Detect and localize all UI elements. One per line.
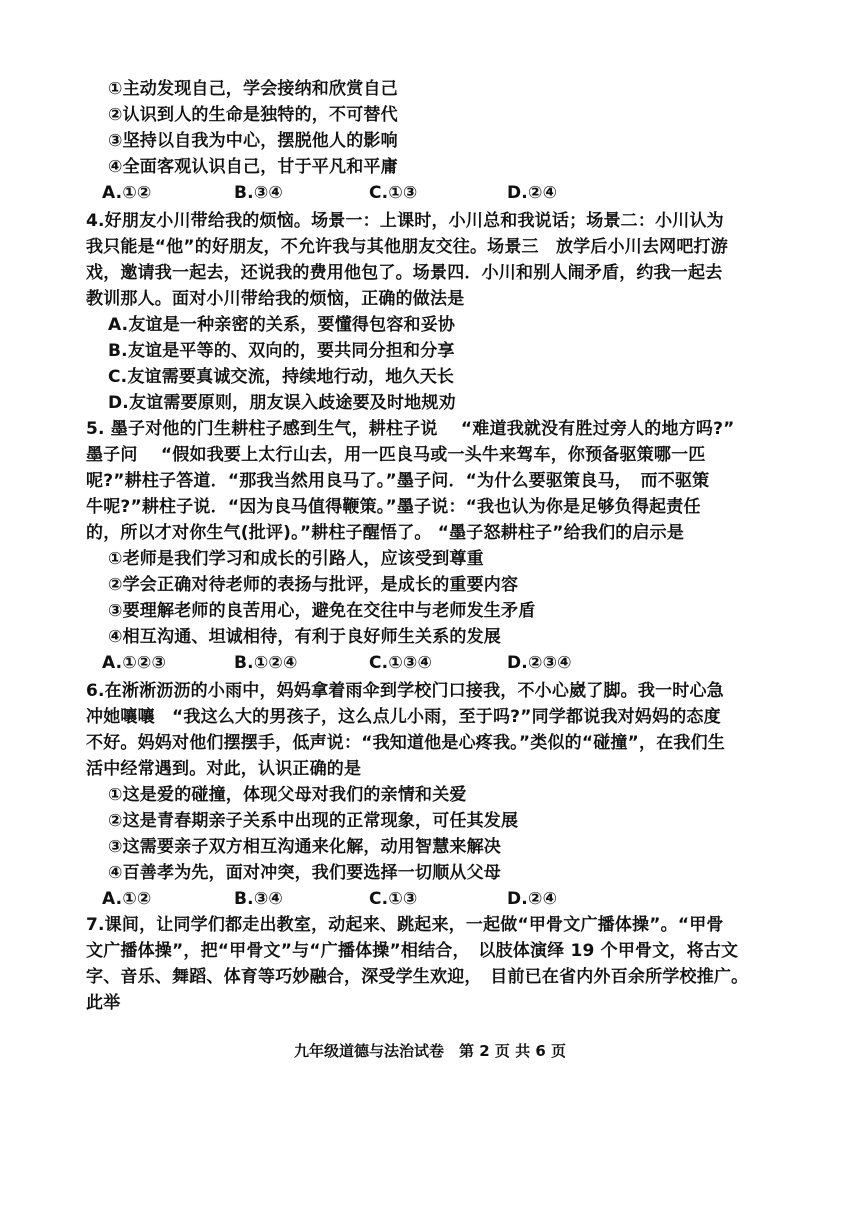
q5-option-4: ④相互沟通、坦诚相待，有利于良好师生关系的发展 <box>108 627 501 647</box>
q5-option-2: ②学会正确对待老师的表扬与批评，是成长的重要内容 <box>108 575 519 595</box>
q6-choice-c: C.①③ <box>369 889 418 909</box>
q3-choice-b: B.③④ <box>234 183 284 203</box>
q3-option-2: ②认识到人的生命是独特的，不可替代 <box>108 105 398 125</box>
q6-stem-line: 6.在淅淅沥沥的小雨中，妈妈拿着雨伞到学校门口接我，不小心崴了脚。我一时心急 <box>86 681 724 701</box>
q3-option-3: ③坚持以自我为中心，摆脱他人的影响 <box>108 131 398 151</box>
q5-option-1: ①老师是我们学习和成长的引路人，应该受到尊重 <box>108 549 484 569</box>
page-footer: 九年级道德与法治试卷 第 2 页 共 6 页 <box>294 1042 566 1060</box>
q6-stem-line: 活中经常遇到。对此，认识正确的是 <box>86 759 362 779</box>
q3-option-4: ④全面客观认识自己，甘于平凡和平庸 <box>108 157 398 177</box>
q4-stem-line: 教训那人。面对小川带给我的烦恼，正确的做法是 <box>86 289 465 309</box>
q5-option-3: ③要理解老师的良苦用心，避免在交往中与老师发生矛盾 <box>108 601 536 621</box>
q7-stem-line: 此举 <box>86 993 121 1013</box>
q6-option-4: ④百善孝为先，面对冲突，我们要选择一切顺从父母 <box>108 863 501 883</box>
q5-choice-b: B.①②④ <box>234 653 298 673</box>
q5-stem-line: 5. 墨子对他的门生耕柱子感到生气，耕柱子说 “难道我就没有胜过旁人的地方吗?” <box>86 419 735 439</box>
q5-choice-d: D.②③④ <box>507 653 572 673</box>
q4-stem-line: 我只能是“他”的好朋友，不允许我与其他朋友交往。场景三 放学后小川去网吧打游 <box>86 237 728 257</box>
q5-stem-line: 墨子问 “假如我要上太行山去，用一匹良马或一头牛来驾车，你预备驱策哪一匹 <box>86 445 706 465</box>
q6-option-1: ①这是爱的碰撞，体现父母对我们的亲情和关爱 <box>108 785 467 805</box>
q4-choice-b: B.友谊是平等的、双向的，要共同分担和分享 <box>108 341 455 361</box>
q4-choice-d: D.友谊需要原则，朋友误入歧途要及时地规劝 <box>108 393 456 413</box>
q4-choice-c: C.友谊需要真诚交流，持续地行动，地久天长 <box>108 367 455 387</box>
q6-choice-d: D.②④ <box>507 889 558 909</box>
q4-stem-line: 戏，邀请我一起去，还说我的费用他包了。场景四．小川和别人闹矛盾，约我一起去 <box>86 263 723 283</box>
q7-stem-line: 文广播体操”，把“甲骨文”与“广播体操”相结合， 以肢体演绎 19 个甲骨文，将古文 <box>86 941 739 961</box>
q6-stem-line: 冲她嚷嚷 “我这么大的男孩子，这么点儿小雨，至于吗?”同学都说我对妈妈的态度 <box>86 707 721 727</box>
q3-choice-c: C.①③ <box>369 183 418 203</box>
q7-stem-line: 7.课间，让同学们都走出教室，动起来、跳起来，一起做“甲骨文广播体操”。“甲骨 <box>86 915 724 935</box>
q6-choice-b: B.③④ <box>234 889 284 909</box>
q4-choice-a: A.友谊是一种亲密的关系，要懂得包容和妥协 <box>108 315 456 335</box>
q6-option-2: ②这是青春期亲子关系中出现的正常现象，可任其发展 <box>108 811 519 831</box>
q7-stem-line: 字、音乐、舞蹈、体育等巧妙融合，深受学生欢迎， 目前已在省内外百余所学校推广。 <box>86 967 749 987</box>
q3-choice-d: D.②④ <box>507 183 558 203</box>
q5-choice-c: C.①③④ <box>369 653 433 673</box>
q5-stem-line: 牛呢?”耕柱子说．“因为良马值得鞭策。”墨子说：“我也认为你是足够负得起责任 <box>86 497 701 517</box>
q4-stem-line: 4.好朋友小川带给我的烦恼。场景一：上课时，小川总和我说话；场景二：小川认为 <box>86 211 724 231</box>
q6-stem-line: 不好。妈妈对他们摆摆手，低声说：“我知道他是心疼我。”类似的“碰撞”，在我们生 <box>86 733 725 753</box>
q5-choice-a: A.①②③ <box>102 653 167 673</box>
q6-choice-a: A.①② <box>102 889 152 909</box>
q3-choice-a: A.①② <box>102 183 152 203</box>
q6-option-3: ③这需要亲子双方相互沟通来化解，动用智慧来解决 <box>108 837 501 857</box>
q3-option-1: ①主动发现自己，学会接纳和欣赏自己 <box>108 79 398 99</box>
q5-stem-line: 的，所以才对你生气(批评)。”耕柱子醒悟了。 “墨子怒耕柱子”给我们的启示是 <box>86 523 685 543</box>
q5-stem-line: 呢?”耕柱子答道．“那我当然用良马了。”墨子问．“为什么要驱策良马， 而不驱策 <box>86 471 710 491</box>
